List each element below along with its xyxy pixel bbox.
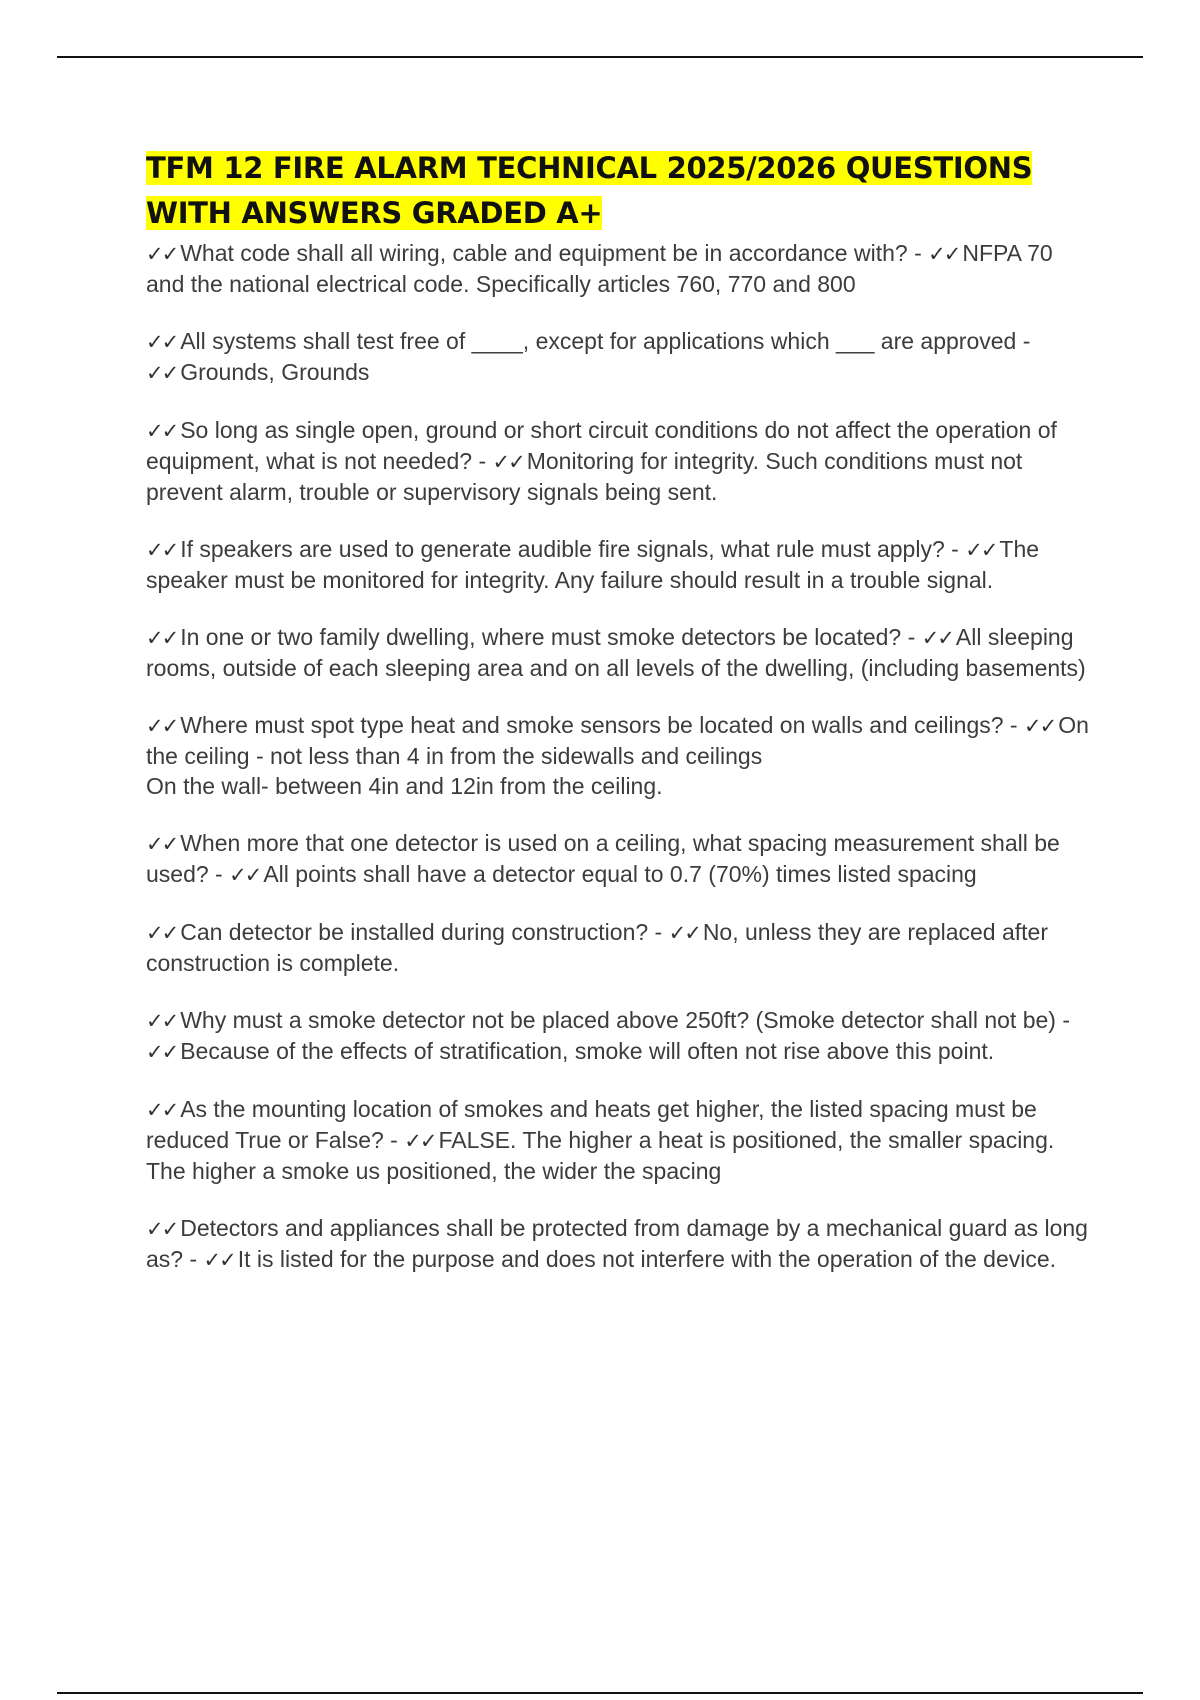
answer-text: FALSE. The higher a heat is positioned, the smaller spacing. The higher a smoke us positioned, the wider the spacing xyxy=(146,1127,1055,1184)
check-icon: ✓✓ xyxy=(203,1248,235,1272)
qa-item-4 xyxy=(146,534,1096,595)
check-icon: ✓✓ xyxy=(146,1009,178,1033)
answer-text: The speaker must be monitored for integrity. Any failure should result in a trouble signal. xyxy=(146,536,1040,593)
answer-text: It is listed for the purpose and does not interfere with the operation of the device. xyxy=(237,1246,1057,1272)
check-icon: ✓✓ xyxy=(146,714,178,738)
separator: - xyxy=(944,536,966,562)
check-icon: ✓✓ xyxy=(146,921,178,945)
title-highlight: TFM 12 FIRE ALARM TECHNICAL 2025/2026 QUESTIONS WITH ANSWERS GRADED A+ xyxy=(146,151,1033,230)
document-title xyxy=(146,146,1096,236)
question-text: Why must a smoke detector not be placed above 250ft? (Smoke detector shall not be) xyxy=(180,1007,1056,1033)
qa-item-6 xyxy=(146,710,1096,801)
check-icon: ✓✓ xyxy=(146,330,178,354)
question-text: Detectors and appliances shall be protected from damage by a mechanical guard as long as? xyxy=(146,1215,1088,1272)
qa-list xyxy=(146,238,1096,1275)
separator: - xyxy=(907,240,929,266)
check-icon: ✓✓ xyxy=(146,832,178,856)
qa-item-1 xyxy=(146,238,1096,299)
answer-text: On the ceiling - not less than 4 in from the sidewalls and ceilings xyxy=(146,712,1089,769)
qa-item-9 xyxy=(146,1005,1096,1067)
check-icon: ✓✓ xyxy=(229,863,261,887)
qa-item-3 xyxy=(146,415,1096,507)
qa-item-11 xyxy=(146,1213,1096,1275)
qa-item-5 xyxy=(146,622,1096,683)
question-text: So long as single open, ground or short circuit conditions do not affect the operation of equipment, what is not needed? xyxy=(146,417,1057,474)
separator: - xyxy=(1003,712,1024,738)
check-icon: ✓✓ xyxy=(928,242,960,266)
top-rule xyxy=(57,56,1143,58)
answer-text: All points shall have a detector equal to 0.7 (70%) times listed spacing xyxy=(263,861,977,887)
separator: - xyxy=(1055,1007,1071,1033)
document-body xyxy=(146,146,1096,1302)
qa-item-7 xyxy=(146,828,1096,890)
answer-text-line2: On the wall- between 4in and 12in from the ceiling. xyxy=(146,773,663,799)
bottom-rule xyxy=(57,1692,1143,1694)
question-text: In one or two family dwelling, where must smoke detectors be located? xyxy=(180,624,902,650)
question-text: What code shall all wiring, cable and equipment be in accordance with? xyxy=(180,240,908,266)
check-icon: ✓✓ xyxy=(404,1129,436,1153)
check-icon: ✓✓ xyxy=(668,921,700,945)
check-icon: ✓✓ xyxy=(146,1217,178,1241)
separator: - xyxy=(901,624,922,650)
check-icon: ✓✓ xyxy=(146,419,178,443)
separator: - xyxy=(472,448,493,474)
check-icon: ✓✓ xyxy=(146,1040,178,1064)
separator: - xyxy=(183,1246,204,1272)
separator: - xyxy=(648,919,669,945)
answer-text: Monitoring for integrity. Such conditions must not prevent alarm, trouble or supervisory signals being sent. xyxy=(146,448,1023,505)
separator: - xyxy=(1016,328,1031,354)
separator: - xyxy=(208,861,230,887)
qa-item-2 xyxy=(146,326,1096,388)
answer-text: NFPA 70 and the national electrical code. Specifically articles 760, 770 and 800 xyxy=(146,240,1053,297)
separator: - xyxy=(383,1127,405,1153)
check-icon: ✓✓ xyxy=(965,538,997,562)
check-icon: ✓✓ xyxy=(146,626,178,650)
qa-item-10 xyxy=(146,1094,1096,1186)
check-icon: ✓✓ xyxy=(146,242,178,266)
check-icon: ✓✓ xyxy=(146,361,178,385)
question-text: As the mounting location of smokes and heats get higher, the listed spacing must be reduced True or False? xyxy=(146,1096,1037,1153)
answer-text: Grounds, Grounds xyxy=(180,359,370,385)
check-icon: ✓✓ xyxy=(1024,714,1056,738)
question-text: If speakers are used to generate audible fire signals, what rule must apply? xyxy=(180,536,945,562)
question-text: Can detector be installed during construction? xyxy=(180,919,649,945)
check-icon: ✓✓ xyxy=(146,538,178,562)
question-text: All systems shall test free of ____, except for applications which ___ are approved xyxy=(180,328,1017,354)
question-text: Where must spot type heat and smoke sensors be located on walls and ceilings? xyxy=(180,712,1004,738)
check-icon: ✓✓ xyxy=(146,1098,178,1122)
answer-text: No, unless they are replaced after construction is complete. xyxy=(146,919,1049,976)
check-icon: ✓✓ xyxy=(492,450,524,474)
check-icon: ✓✓ xyxy=(921,626,953,650)
answer-text: Because of the effects of stratification, smoke will often not rise above this point. xyxy=(180,1038,995,1064)
qa-item-8 xyxy=(146,917,1096,978)
answer-text: All sleeping rooms, outside of each sleeping area and on all levels of the dwelling, (including basements) xyxy=(146,624,1086,681)
question-text: When more that one detector is used on a ceiling, what spacing measurement shall be used? xyxy=(146,830,1060,887)
